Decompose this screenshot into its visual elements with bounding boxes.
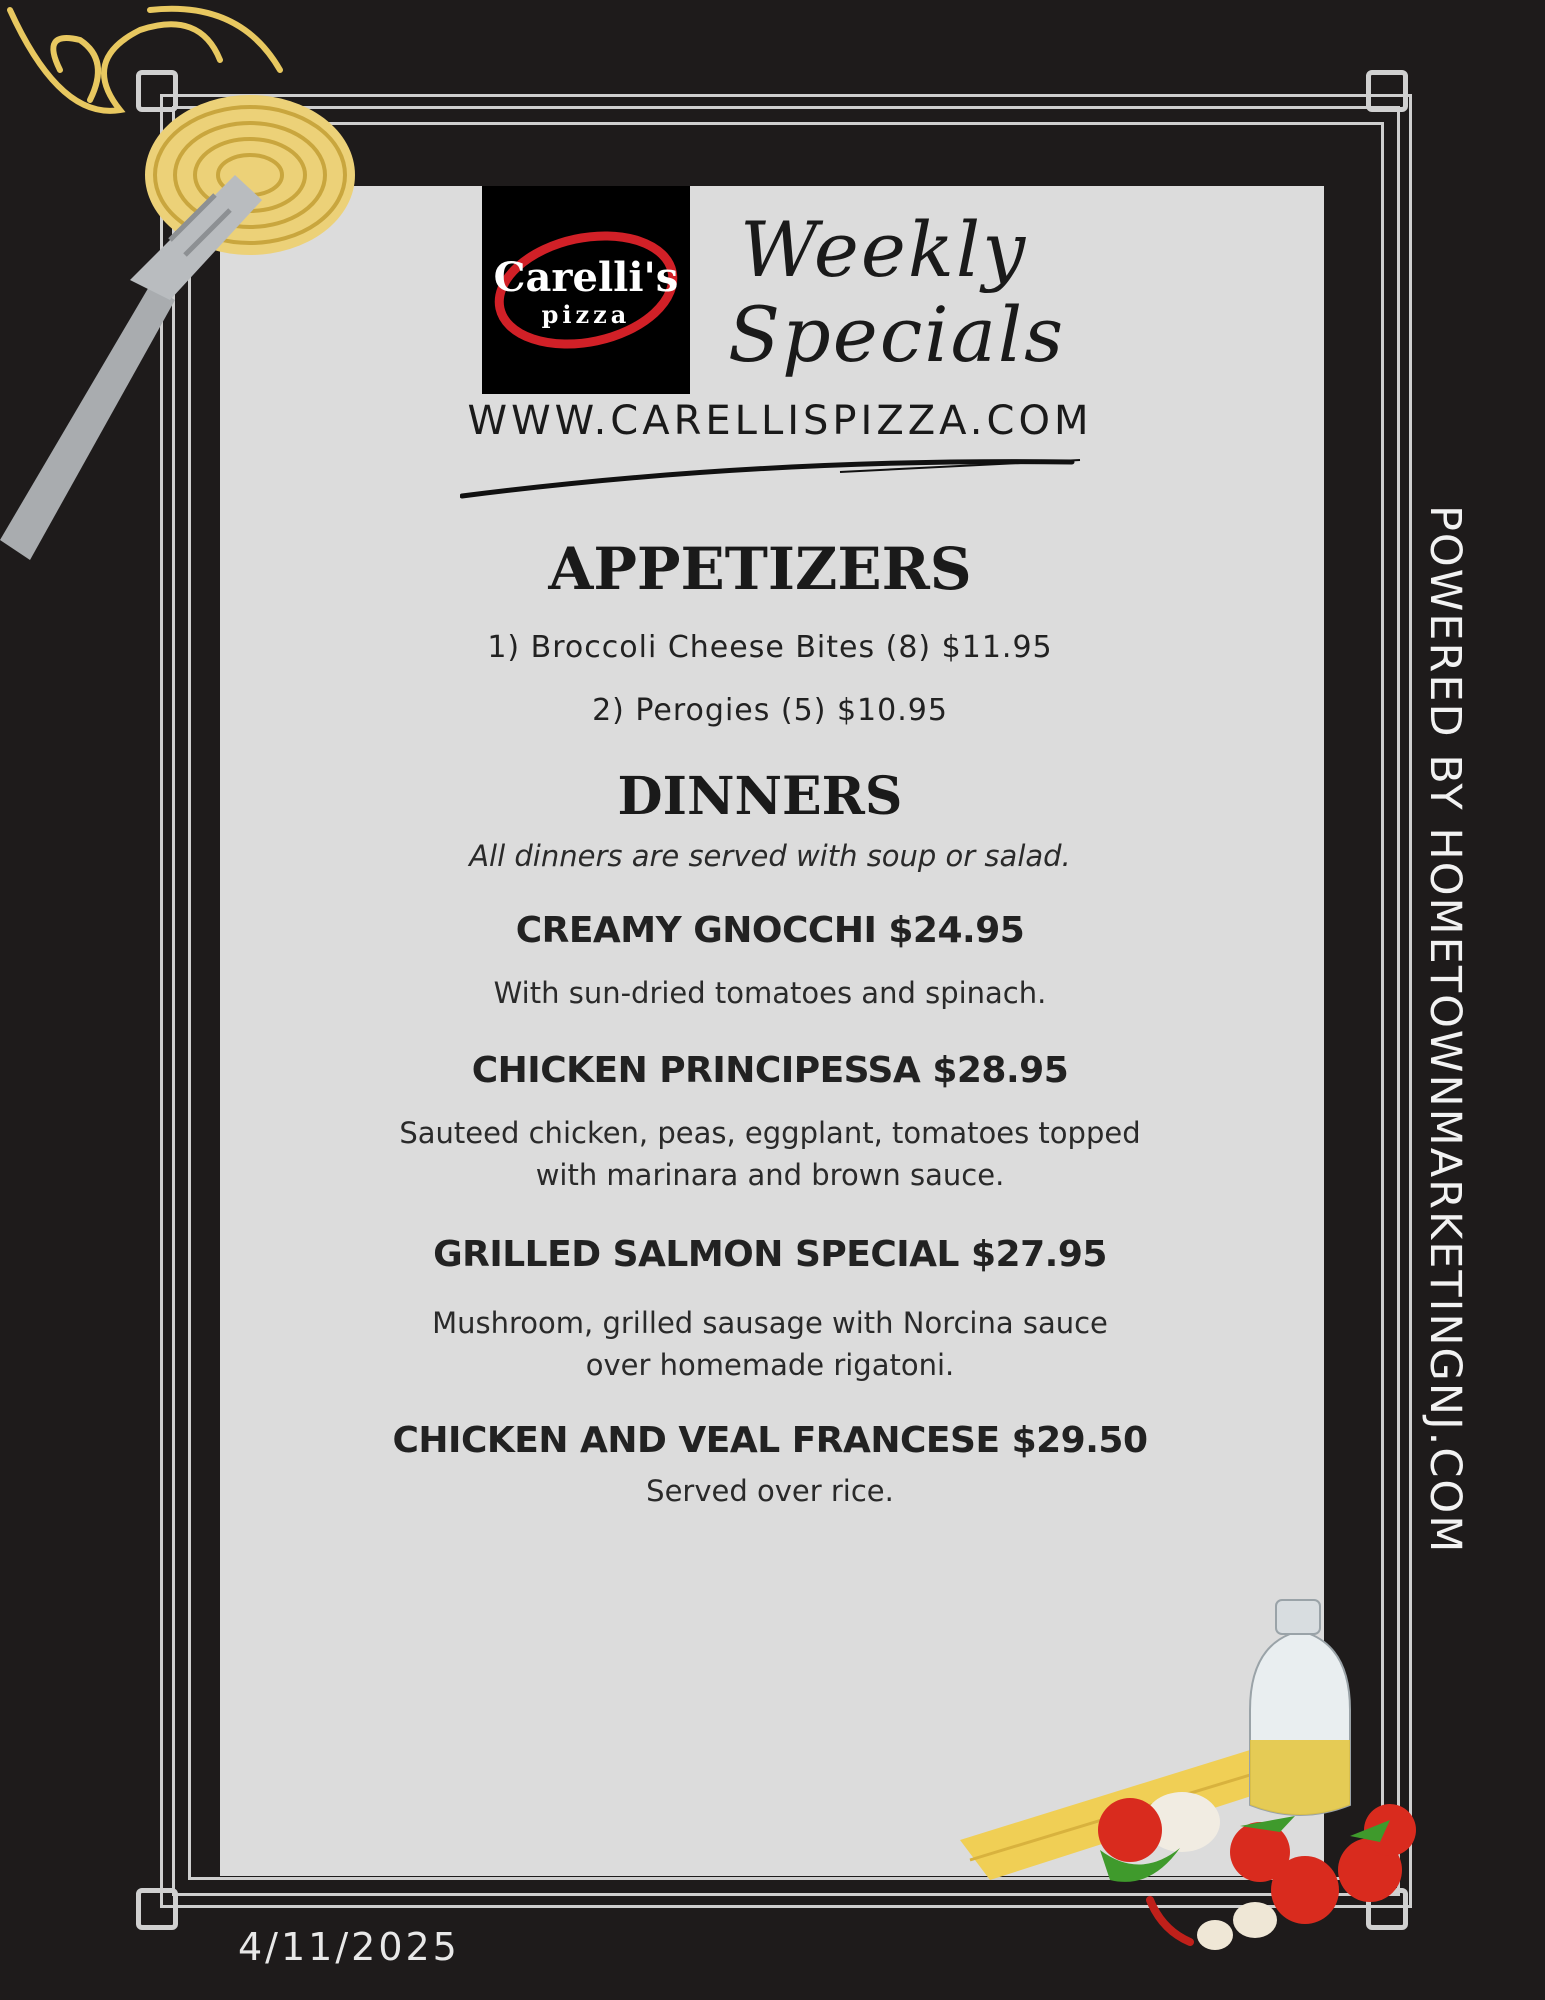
dish-name-4: CHICKEN AND VEAL FRANCESE $29.50 [392, 1420, 1148, 1461]
dish-desc-3a: Mushroom, grilled sausage with Norcina sauce [432, 1306, 1108, 1340]
title-weekly: Weekly [740, 205, 1028, 294]
frame-corner-tr [1366, 70, 1408, 112]
powered-by-text: POWERED BY HOMETOWNMARKETINGNJ.COM [1420, 505, 1470, 1555]
dish-desc-2a: Sauteed chicken, peas, eggplant, tomatoes topped [399, 1116, 1141, 1150]
pasta-fork-image [0, 0, 380, 560]
dish-name-2: CHICKEN PRINCIPESSA $28.95 [471, 1050, 1069, 1091]
frame-corner-bl [136, 1888, 178, 1930]
dinners-heading: DINNERS [617, 766, 903, 827]
appetizers-heading: APPETIZERS [548, 535, 972, 603]
dish-desc-3b: over homemade rigatoni. [585, 1348, 955, 1382]
website-url: WWW.CARELLISPIZZA.COM [467, 398, 1093, 444]
appetizer-item-2: 2) Perogies (5) $10.95 [592, 693, 948, 728]
dish-desc-1: With sun-dried tomatoes and spinach. [493, 976, 1047, 1010]
logo-brand: Carelli's [493, 254, 679, 301]
underline-swoosh [460, 452, 1100, 502]
title-specials: Specials [728, 290, 1066, 379]
appetizer-item-1: 1) Broccoli Cheese Bites (8) $11.95 [487, 630, 1053, 665]
dish-desc-4: Served over rice. [646, 1474, 894, 1508]
dish-name-1: CREAMY GNOCCHI $24.95 [515, 910, 1025, 951]
dinners-note: All dinners are served with soup or salad. [469, 839, 1071, 873]
menu-date: 4/11/2025 [238, 1925, 460, 1969]
dish-name-3: GRILLED SALMON SPECIAL $27.95 [433, 1234, 1107, 1275]
carellis-logo [482, 186, 690, 394]
olive-oil-tomatoes-image [950, 1590, 1430, 1970]
dish-desc-2b: with marinara and brown sauce. [535, 1158, 1005, 1192]
logo-sub: pizza [541, 300, 631, 329]
